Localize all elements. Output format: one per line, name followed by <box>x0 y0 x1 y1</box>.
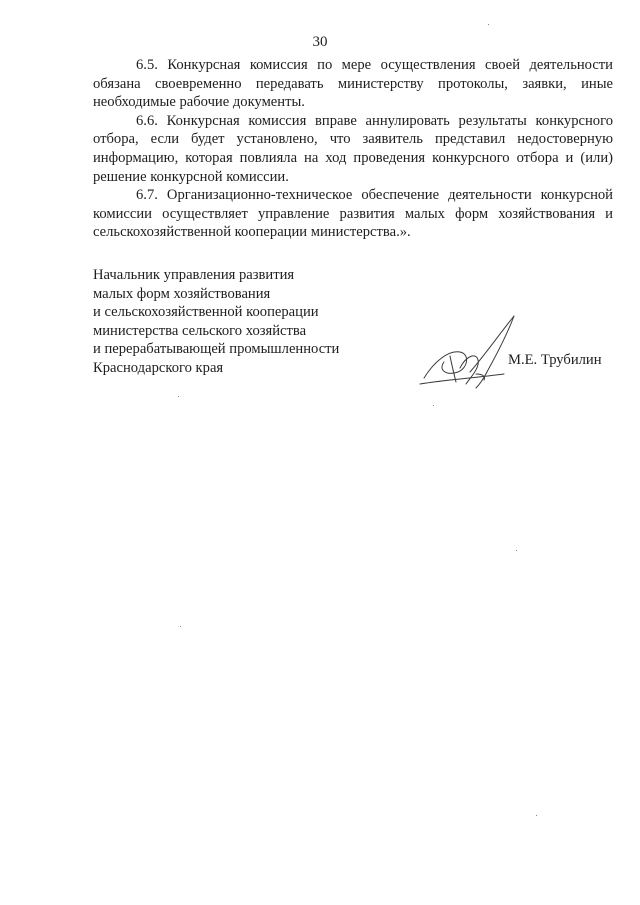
scan-speck <box>536 815 537 816</box>
signatory-name: М.Е. Трубилин <box>508 352 602 368</box>
page-number: 30 <box>312 34 328 50</box>
signatory-title-line: и перерабатывающей промышленности <box>93 341 340 358</box>
signatory-title-line: малых форм хозяйствования <box>93 285 271 302</box>
document-body <box>93 56 613 242</box>
signatory-title <box>93 266 363 378</box>
signatory-title-line: Краснодарского края <box>93 359 224 376</box>
signatory-title-line: и сельскохозяйственной кооперации <box>93 304 319 321</box>
scan-speck <box>178 396 179 397</box>
paragraph-6-6: 6.6. Конкурсная комиссия вправе аннулировать результаты конкурсного отбора, если будет установлено, что заявитель представил недостоверную информацию, которая повлияла на ход проведения конкурсного отбора и (или) решение конкурсной комиссии. <box>93 112 613 185</box>
signatory-title-line: министерства сельского хозяйства <box>93 322 307 339</box>
signatory-title-line: Начальник управления развития <box>93 267 295 283</box>
scan-speck <box>516 550 517 551</box>
scan-speck <box>433 405 434 406</box>
paragraph-6-7: 6.7. Организационно-техническое обеспечение деятельности конкурсной комиссии осуществляет управление развития малых форм хозяйствования и сельскохозяйственной кооперации министерства.». <box>93 187 613 241</box>
paragraph-6-5: 6.5. Конкурсная комиссия по мере осуществления своей деятельности обязана своевременно передавать министерству протоколы, заявки, иные необходимые рабочие документы. <box>93 57 613 111</box>
scan-speck <box>488 24 489 25</box>
scan-speck <box>180 626 181 627</box>
